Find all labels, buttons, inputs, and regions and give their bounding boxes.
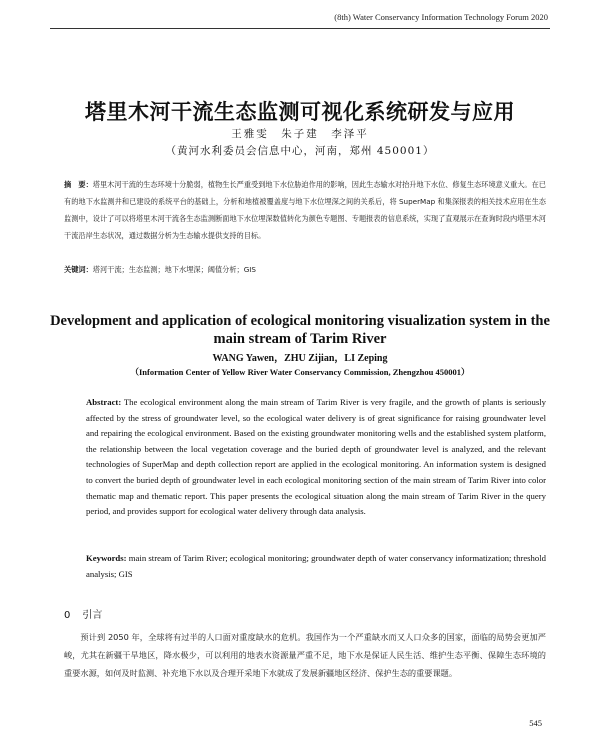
chinese-keywords-label: 关键词： xyxy=(64,265,93,274)
chinese-authors: 王雅雯 朱子建 李泽平 xyxy=(231,128,369,140)
english-keywords-text: main stream of Tarim River; ecological monitoring; groundwater depth of water conservancy informatization; threshold analysis; GIS xyxy=(86,553,546,579)
english-keywords xyxy=(86,551,546,582)
section-heading-introduction xyxy=(64,606,102,621)
chinese-abstract-text: 塔里木河干流的生态环境十分脆弱，植物生长严重受到地下水位胁迫作用的影响，因此生态输水对抬升地下水位、修复生态环境意义重大。在已有的地下水监测井和已建设的系统平台的基础上，分析和地植被覆盖度与地下水位埋深之间的关系后，将 SuperMap 和集深报表的相关技术应用在生态监测中，设计了可以将塔里木河干流各生态监测断面地下水位埋深数值转化为颜色专题图、专题报表的信息系统，实现了直观展示在查询时段内塔里木河干流沿岸生态状况，通过数据分析为生态输水提供支持的目标。 xyxy=(64,180,546,240)
chinese-abstract-label: 摘 要： xyxy=(64,180,93,189)
running-header: (8th) Water Conservancy Information Technology Forum 2020 xyxy=(334,12,548,22)
chinese-abstract xyxy=(64,176,546,244)
english-abstract-text: The ecological environment along the main stream of Tarim River is very fragile, and the growth of plants is seriously affected by the stress of groundwater level, so the ecological water delivery is of great significance for raising groundwater level and repairing the ecological environment. Based on the existing groundwater monitoring wells and the established system platform, the relationship between the local vegetation coverage and the buried depth of groundwater level is analyzed, and the relevant technologies of SuperMap and depth collection report are applied in the ecological monitoring. An information system is designed to convert the buried depth of groundwater level in each ecological monitoring section of the main stream of Tarim River into color thematic map and thematic report. This paper presents the ecological situation along the main stream of Tarim River in the query period, and provides support for ecological water delivery through data analysis. xyxy=(86,397,547,517)
english-title: Development and application of ecological monitoring visualization system in the main stream of Tarim River xyxy=(50,313,550,347)
section-number: 0 xyxy=(64,610,71,621)
section-title: 引言 xyxy=(82,610,103,621)
chinese-title: 塔里木河干流生态监测可视化系统研发与应用 xyxy=(85,100,515,124)
english-abstract-label: Abstract: xyxy=(86,397,122,407)
english-affiliation: （Information Center of Yellow River Water Conservancy Commission, Zhengzhou 450001） xyxy=(130,367,470,377)
english-keywords-label: Keywords: xyxy=(86,553,127,563)
english-authors: WANG Yawen，ZHU Zijian，LI Zeping xyxy=(212,353,388,364)
header-rule xyxy=(50,28,550,29)
chinese-keywords-text: 塔河干流；生态监测；地下水埋深；阈值分析；GIS xyxy=(92,265,256,274)
introduction-paragraph: 预计到 2050 年，全球将有过半的人口面对重度缺水的危机。我国作为一个严重缺水而又人口众多的国家，面临的局势会更加严峻，尤其在新疆干旱地区，降水极少，可以利用的地表水资源量严重不足，地下水是保证人民生活、维护生态平衡、保障生态环境的重要水源，如何及时监测、补充地下水以及合理开采地下水就成了发展新疆地区经济、保护生态的重要课题。 xyxy=(64,632,546,678)
chinese-affiliation: （黄河水利委员会信息中心，河南，郑州 450001） xyxy=(165,145,435,157)
page-number: 545 xyxy=(529,718,542,728)
chinese-keywords xyxy=(64,265,546,275)
english-abstract xyxy=(86,395,546,520)
